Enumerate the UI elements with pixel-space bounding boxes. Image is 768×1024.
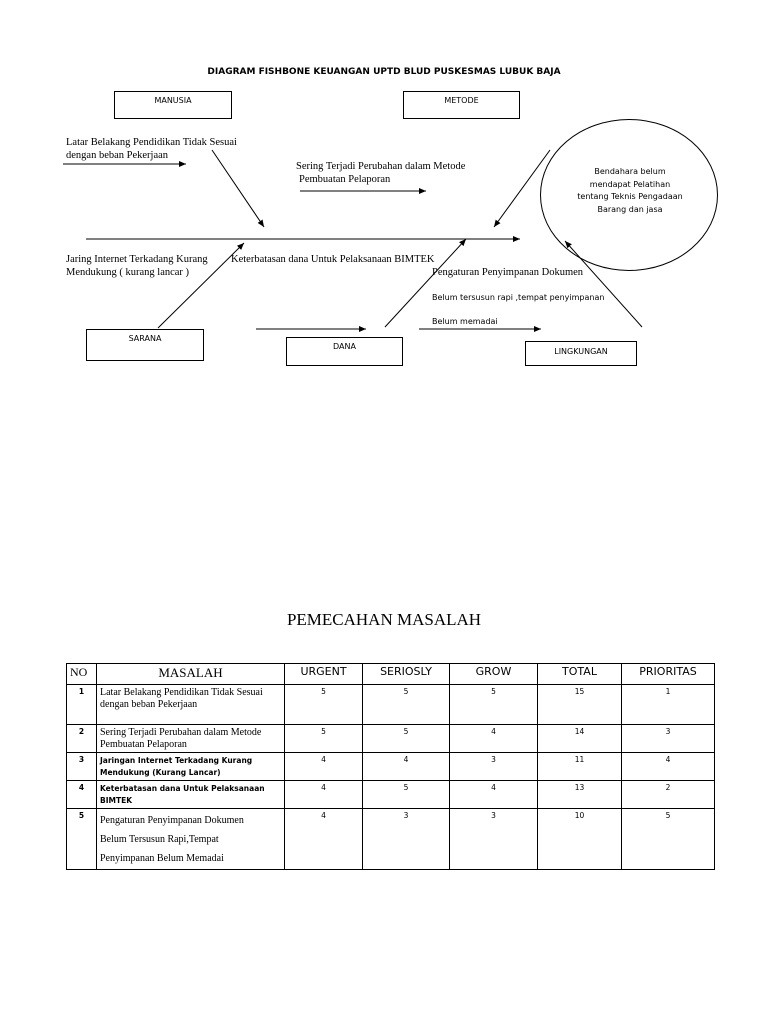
row-masalah-line: Sering Terjadi Perubahan dalam Metode [100, 727, 262, 738]
effect-line3: tentang Teknis Pengadaan [577, 192, 683, 201]
effect-line1: Bendahara belum [594, 167, 666, 176]
row-total: 11 [538, 753, 622, 781]
cause-manusia-line1: Latar Belakang Pendidikan Tidak Sesuai [66, 137, 237, 148]
row-masalah-line: Penyimpanan Belum Memadai [100, 853, 224, 864]
table-header-row [67, 664, 715, 685]
lingkungan-bone [565, 241, 642, 327]
row-grow: 3 [450, 809, 538, 870]
row-no: 2 [67, 725, 97, 753]
row-masalah [97, 809, 285, 870]
table-row [67, 781, 715, 809]
header-masalah: MASALAH [97, 664, 285, 685]
row-urgent: 4 [285, 781, 363, 809]
row-masalah-line: Pembuatan Pelaporan [100, 739, 187, 750]
row-seriosly: 3 [363, 809, 450, 870]
row-masalah-line: Pengaturan Penyimpanan Dokumen [100, 815, 244, 826]
row-masalah [97, 781, 285, 809]
header-grow: GROW [450, 664, 538, 685]
row-urgent: 5 [285, 685, 363, 725]
effect-line4: Barang dan jasa [597, 204, 663, 214]
row-masalah [97, 725, 285, 753]
metode-bone [494, 150, 550, 227]
row-no: 1 [67, 685, 97, 725]
header-total: TOTAL [538, 664, 622, 685]
row-no: 3 [67, 753, 97, 781]
cause-metode-line1: Sering Terjadi Perubahan dalam Metode [296, 161, 466, 172]
fishbone-lines [0, 0, 768, 420]
cause-lingkungan-line2: Belum tersusun rapi ,tempat penyimpanan [432, 293, 605, 302]
row-total: 10 [538, 809, 622, 870]
row-prioritas: 3 [622, 725, 715, 753]
row-masalah-line: Mendukung (Kurang Lancar) [100, 768, 221, 777]
category-lingkungan-label: LINGKUNGAN [554, 347, 608, 356]
row-no: 5 [67, 809, 97, 870]
category-manusia-label: MANUSIA [154, 96, 192, 105]
row-masalah-line: Belum Tersusun Rapi,Tempat [100, 834, 219, 845]
row-masalah-line: Keterbatasan dana Untuk Pelaksanaan [100, 784, 265, 793]
effect-line2: mendapat Pelatihan [589, 179, 671, 189]
row-no: 4 [67, 781, 97, 809]
table-row [67, 753, 715, 781]
cause-manusia-line2: dengan beban Pekerjaan [66, 150, 169, 161]
table-row [67, 685, 715, 725]
row-masalah-line: Latar Belakang Pendidikan Tidak Sesuai [100, 687, 263, 698]
cause-lingkungan-line1: Pengaturan Penyimpanan Dokumen [432, 267, 584, 278]
row-masalah [97, 753, 285, 781]
row-prioritas: 5 [622, 809, 715, 870]
cause-metode-line2: Pembuatan Pelaporan [299, 174, 391, 185]
row-grow: 5 [450, 685, 538, 725]
row-grow: 4 [450, 781, 538, 809]
row-urgent: 4 [285, 753, 363, 781]
category-metode-label: METODE [444, 96, 479, 105]
cause-dana-text: Keterbatasan dana Untuk Pelaksanaan BIMTEK [231, 254, 435, 265]
table-row [67, 809, 715, 870]
row-masalah-line: Jaringan Internet Terkadang Kurang [100, 756, 253, 765]
row-masalah-line: BIMTEK [100, 796, 133, 805]
manusia-bone [212, 150, 264, 227]
header-prioritas: PRIORITAS [622, 664, 715, 685]
section-title: PEMECAHAN MASALAH [286, 610, 482, 629]
row-urgent: 5 [285, 725, 363, 753]
cause-sarana-line2: Mendukung ( kurang lancar ) [66, 267, 190, 278]
sarana-bone [158, 243, 244, 328]
row-total: 15 [538, 685, 622, 725]
category-sarana-label: SARANA [128, 334, 162, 343]
row-seriosly: 5 [363, 781, 450, 809]
cause-lingkungan-line3: Belum memadai [432, 317, 498, 326]
priority-table [66, 663, 715, 870]
row-total: 14 [538, 725, 622, 753]
row-seriosly: 5 [363, 725, 450, 753]
row-prioritas: 2 [622, 781, 715, 809]
row-masalah-line: dengan beban Pekerjaan [100, 699, 198, 710]
diagram-title: DIAGRAM FISHBONE KEUANGAN UPTD BLUD PUSKESMAS LUBUK BAJA [207, 67, 561, 77]
row-prioritas: 4 [622, 753, 715, 781]
row-seriosly: 4 [363, 753, 450, 781]
row-grow: 3 [450, 753, 538, 781]
row-urgent: 4 [285, 809, 363, 870]
table-row [67, 725, 715, 753]
header-seriosly: SERIOSLY [363, 664, 450, 685]
header-no: NO [67, 664, 97, 685]
row-prioritas: 1 [622, 685, 715, 725]
row-masalah [97, 685, 285, 725]
category-dana-label: DANA [333, 342, 356, 351]
dana-bone [385, 239, 466, 327]
row-seriosly: 5 [363, 685, 450, 725]
row-total: 13 [538, 781, 622, 809]
cause-sarana-line1: Jaring Internet Terkadang Kurang [66, 254, 208, 265]
header-urgent: URGENT [285, 664, 363, 685]
row-grow: 4 [450, 725, 538, 753]
